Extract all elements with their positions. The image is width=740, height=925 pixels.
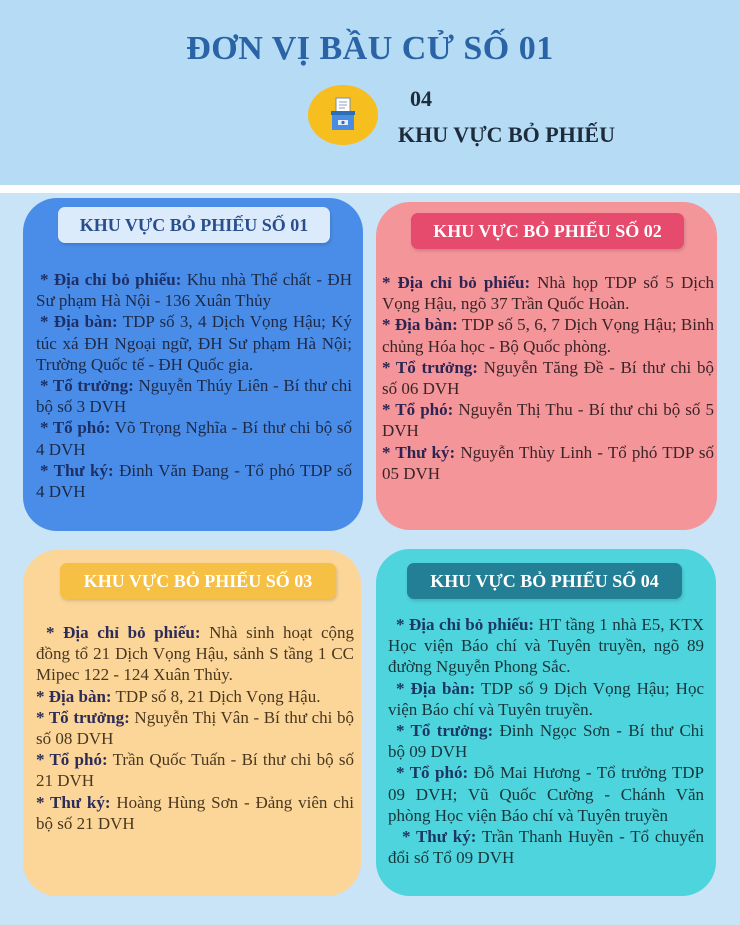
territory-label: * Địa bàn: [40,312,118,332]
area-count-label: KHU VỰC BỎ PHIẾU [398,122,615,147]
deputy-label: * Tổ phó: [396,763,469,783]
leader-value: Đinh Ngọc Sơn - Bí thư Chi bộ 09 DVH [388,721,705,762]
address-value: Nhà họp TDP số 5 Dịch Vọng Hậu, ngõ 37 Trần Quốc Hoàn. [382,273,714,314]
address-label: * Địa chỉ bỏ phiếu: [40,270,182,289]
deputy-value: Đỗ Mai Hương - Tổ trưởng TDP 09 DVH; Vũ Quốc Cường - Chánh Văn phòng Học viện Báo chí và Tuyên truyền [388,763,705,825]
address-value: Khu nhà Thể chất - ĐH Sư phạm Hà Nội - 136 Xuân Thủy [36,270,352,311]
leader-value: Nguyễn Tăng Đề - Bí thư chi bộ số 06 DVH [382,357,714,399]
territory-value: TDP số 3, 4 Dịch Vọng Hậu; Ký túc xá ĐH Ngoại ngữ, ĐH Sư phạm Hà Nội; Trường Quốc tế - ĐH Quốc gia. [36,312,352,374]
territory-label: * Địa bàn: [396,678,476,698]
leader-label: * Tổ trưởng: [396,721,494,741]
area-details-03 [36,622,354,834]
territory-label: * Địa bàn: [36,686,112,706]
address-label: * Địa chỉ bỏ phiếu: [382,273,531,292]
territory-value: TDP số 9 Dịch Vọng Hậu; Học viện Báo chí và Tuyên truyền. [388,678,704,719]
address-value: HT tầng 1 nhà E5, KTX Học viện Báo chí và Tuyên truyền, ngõ 89 đường Nguyễn Phong Sắc. [388,615,704,677]
secretary-value: Nguyễn Thùy Linh - Tổ phó TDP số 05 DVH [382,442,714,483]
page-title: ĐƠN VỊ BẦU CỬ SỐ 01 [186,30,554,67]
area-count: 04 [410,86,432,111]
deputy-value: Nguyễn Thị Thu - Bí thư chi bộ số 5 DVH [382,400,715,441]
leader-label: * Tổ trưởng: [382,357,478,377]
address-label: * Địa chỉ bỏ phiếu: [396,615,535,634]
secretary-value: Trần Thanh Huyền - Tổ chuyển đổi số Tổ 09 DVH [388,827,704,868]
secretary-value: Hoàng Hùng Sơn - Đảng viên chi bộ số 21 DVH [36,792,354,833]
deputy-value: Võ Trọng Nghĩa - Bí thư chi bộ số 4 DVH [36,418,352,459]
ballot-box-icon [308,85,378,145]
header-divider [0,185,740,193]
secretary-label: * Thư ký: [36,792,111,812]
area-details-02 [382,272,714,484]
secretary-label: * Thư ký: [40,460,114,480]
leader-label: * Tổ trưởng: [36,707,130,727]
header-banner [0,0,740,185]
territory-value: TDP số 8, 21 Dịch Vọng Hậu. [115,686,321,706]
address-value: Nhà sinh hoạt cộng đồng tổ 21 Dịch Vọng Hậu, sảnh S tầng 1 CC Mipec 122 - 124 Xuân Thủy. [36,623,355,685]
secretary-label: * Thư ký: [402,827,477,847]
address-label: * Địa chỉ bỏ phiếu: [46,623,201,642]
area-heading-01: KHU VỰC BỎ PHIẾU SỐ 01 [58,207,330,243]
deputy-label: * Tổ phó: [36,750,108,770]
territory-label: * Địa bàn: [382,315,458,335]
area-heading-02: KHU VỰC BỎ PHIẾU SỐ 02 [411,213,684,249]
territory-value: TDP số 5, 6, 7 Dịch Vọng Hậu; Binh chủng Hóa học - Bộ Quốc phòng. [382,315,714,356]
area-heading-04: KHU VỰC BỎ PHIẾU SỐ 04 [407,563,682,599]
area-details-01 [36,269,352,502]
deputy-value: Trần Quốc Tuấn - Bí thư chi bộ số 21 DVH [36,750,354,791]
secretary-label: * Thư ký: [382,442,456,462]
leader-label: * Tổ trưởng: [40,376,134,396]
area-heading-03: KHU VỰC BỎ PHIẾU SỐ 03 [60,563,336,599]
leader-value: Nguyễn Thị Vân - Bí thư chi bộ số 08 DVH [36,707,355,749]
area-details-04 [388,614,704,868]
deputy-label: * Tổ phó: [40,418,111,438]
deputy-label: * Tổ phó: [382,400,454,420]
leader-value: Nguyễn Thúy Liên - Bí thư chi bộ số 3 DVH [36,376,352,417]
secretary-value: Đinh Văn Đang - Tổ phó TDP số 4 DVH [36,460,352,502]
